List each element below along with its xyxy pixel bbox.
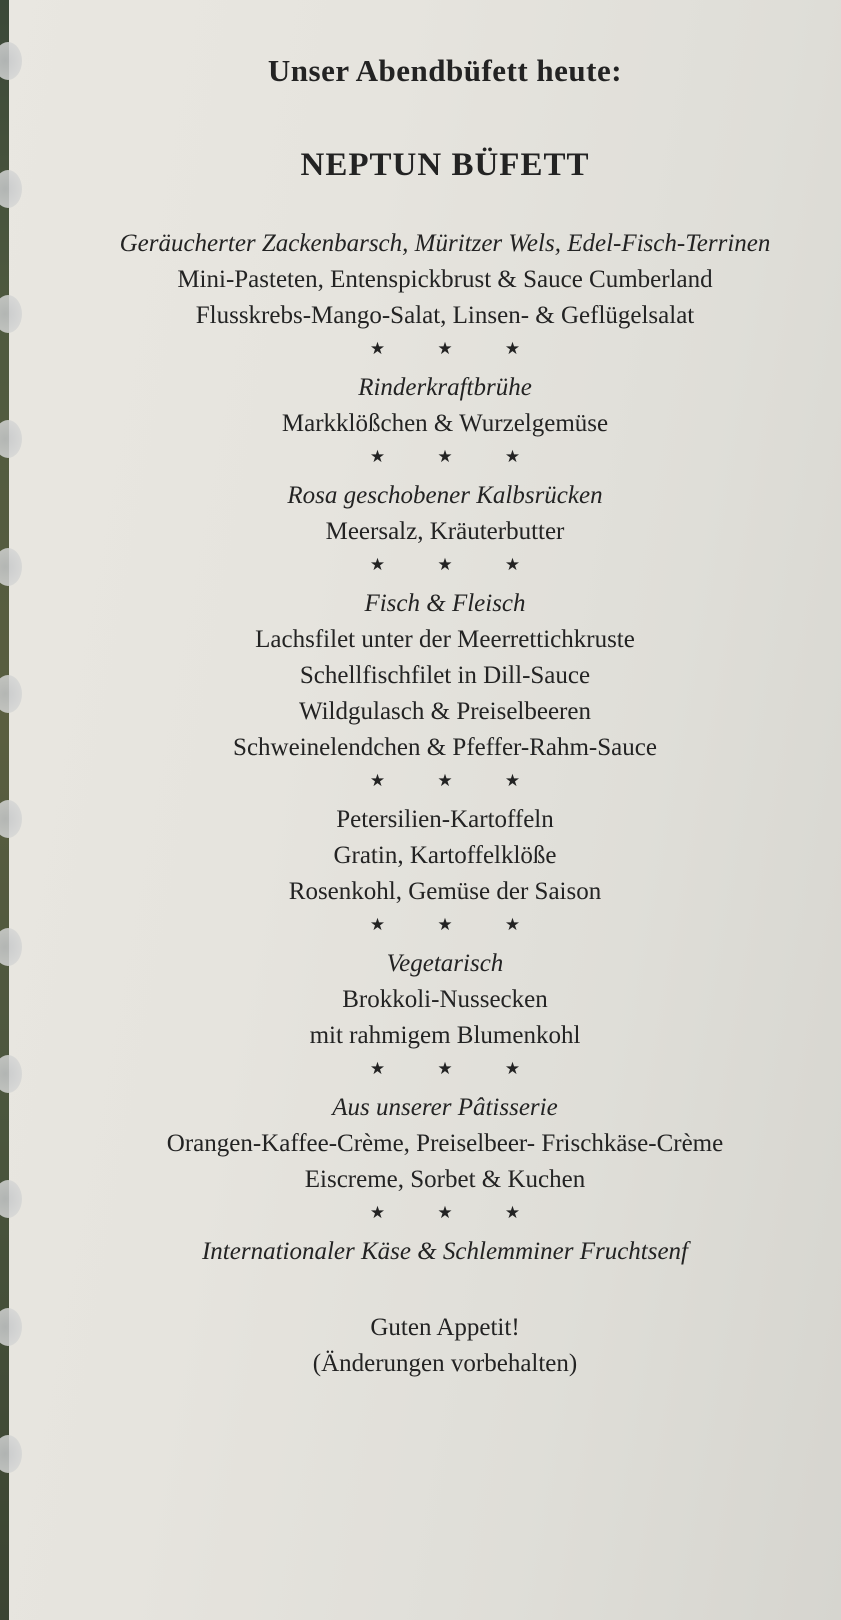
menu-section-cheese — [40, 1234, 841, 1270]
star-separator: ★ ★ ★ — [369, 1059, 545, 1078]
section-heading: Rosa geschobener Kalbsrücken — [287, 482, 603, 509]
menu-title: NEPTUN BÜFETT — [300, 147, 590, 183]
menu-item: Petersilien-Kartoffeln — [336, 806, 554, 833]
star-separator: ★ ★ ★ — [369, 915, 545, 934]
menu-item: Brokkoli-Nussecken — [342, 986, 548, 1013]
binder-hole — [0, 1180, 22, 1218]
menu-footer — [40, 1310, 841, 1382]
menu-item: Rosenkohl, Gemüse der Saison — [288, 878, 602, 905]
menu-item: Meersalz, Kräuterbutter — [325, 518, 565, 545]
section-heading: Rinderkraftbrühe — [358, 374, 532, 401]
binder-hole — [0, 1055, 22, 1093]
section-heading: Internationaler Käse & Schlemminer Fruchtsenf — [201, 1238, 689, 1265]
section-heading: Fisch & Fleisch — [364, 590, 526, 617]
menu-item: Gratin, Kartoffelklöße — [333, 842, 557, 869]
menu-heading: Unser Abendbüfett heute: — [267, 53, 623, 88]
binder-hole — [0, 42, 22, 80]
menu-item: Schweinelendchen & Pfeffer-Rahm-Sauce — [233, 734, 657, 761]
binder-hole — [0, 1435, 22, 1473]
menu-item: Orangen-Kaffee-Crème, Preiselbeer- Frischkäse-Crème — [166, 1130, 724, 1157]
menu-item: Flusskrebs-Mango-Salat, Linsen- & Geflügelsalat — [195, 302, 695, 329]
binder-hole — [0, 295, 22, 333]
menu-item: Wildgulasch & Preiselbeeren — [299, 698, 591, 725]
section-heading: Vegetarisch — [386, 950, 504, 977]
section-heading: Aus unserer Pâtisserie — [332, 1094, 558, 1121]
star-separator: ★ ★ ★ — [369, 555, 545, 574]
menu-item: Eiscreme, Sorbet & Kuchen — [304, 1166, 586, 1193]
star-separator: ★ ★ ★ — [369, 447, 545, 466]
menu-section-mains — [40, 586, 841, 796]
footer-note: (Änderungen vorbehalten) — [312, 1350, 578, 1377]
binder-hole — [0, 548, 22, 586]
binder-hole — [0, 675, 22, 713]
menu-item: Mini-Pasteten, Entenspickbrust & Sauce Cumberland — [177, 266, 713, 293]
binder-hole — [0, 800, 22, 838]
footer-greeting: Guten Appetit! — [370, 1314, 520, 1341]
binder-hole — [0, 1308, 22, 1346]
menu-content — [40, 48, 841, 1382]
menu-section-sides — [40, 802, 841, 940]
star-separator: ★ ★ ★ — [369, 1203, 545, 1222]
star-separator: ★ ★ ★ — [369, 339, 545, 358]
menu-section-soup — [40, 370, 841, 472]
menu-section-starters — [40, 226, 841, 364]
menu-item: mit rahmigem Blumenkohl — [309, 1022, 581, 1049]
binder-hole — [0, 928, 22, 966]
binder-hole — [0, 420, 22, 458]
binder-hole — [0, 170, 22, 208]
menu-item: Lachsfilet unter der Meerrettichkruste — [255, 626, 635, 653]
menu-section-carvery — [40, 478, 841, 580]
menu-section-vegetarian — [40, 946, 841, 1084]
section-heading: Geräucherter Zackenbarsch, Müritzer Wels, Edel-Fisch-Terrinen — [119, 230, 771, 257]
menu-item: Schellfischfilet in Dill-Sauce — [299, 662, 591, 689]
menu-section-patisserie — [40, 1090, 841, 1228]
star-separator: ★ ★ ★ — [369, 771, 545, 790]
menu-item: Markklößchen & Wurzelgemüse — [281, 410, 609, 437]
